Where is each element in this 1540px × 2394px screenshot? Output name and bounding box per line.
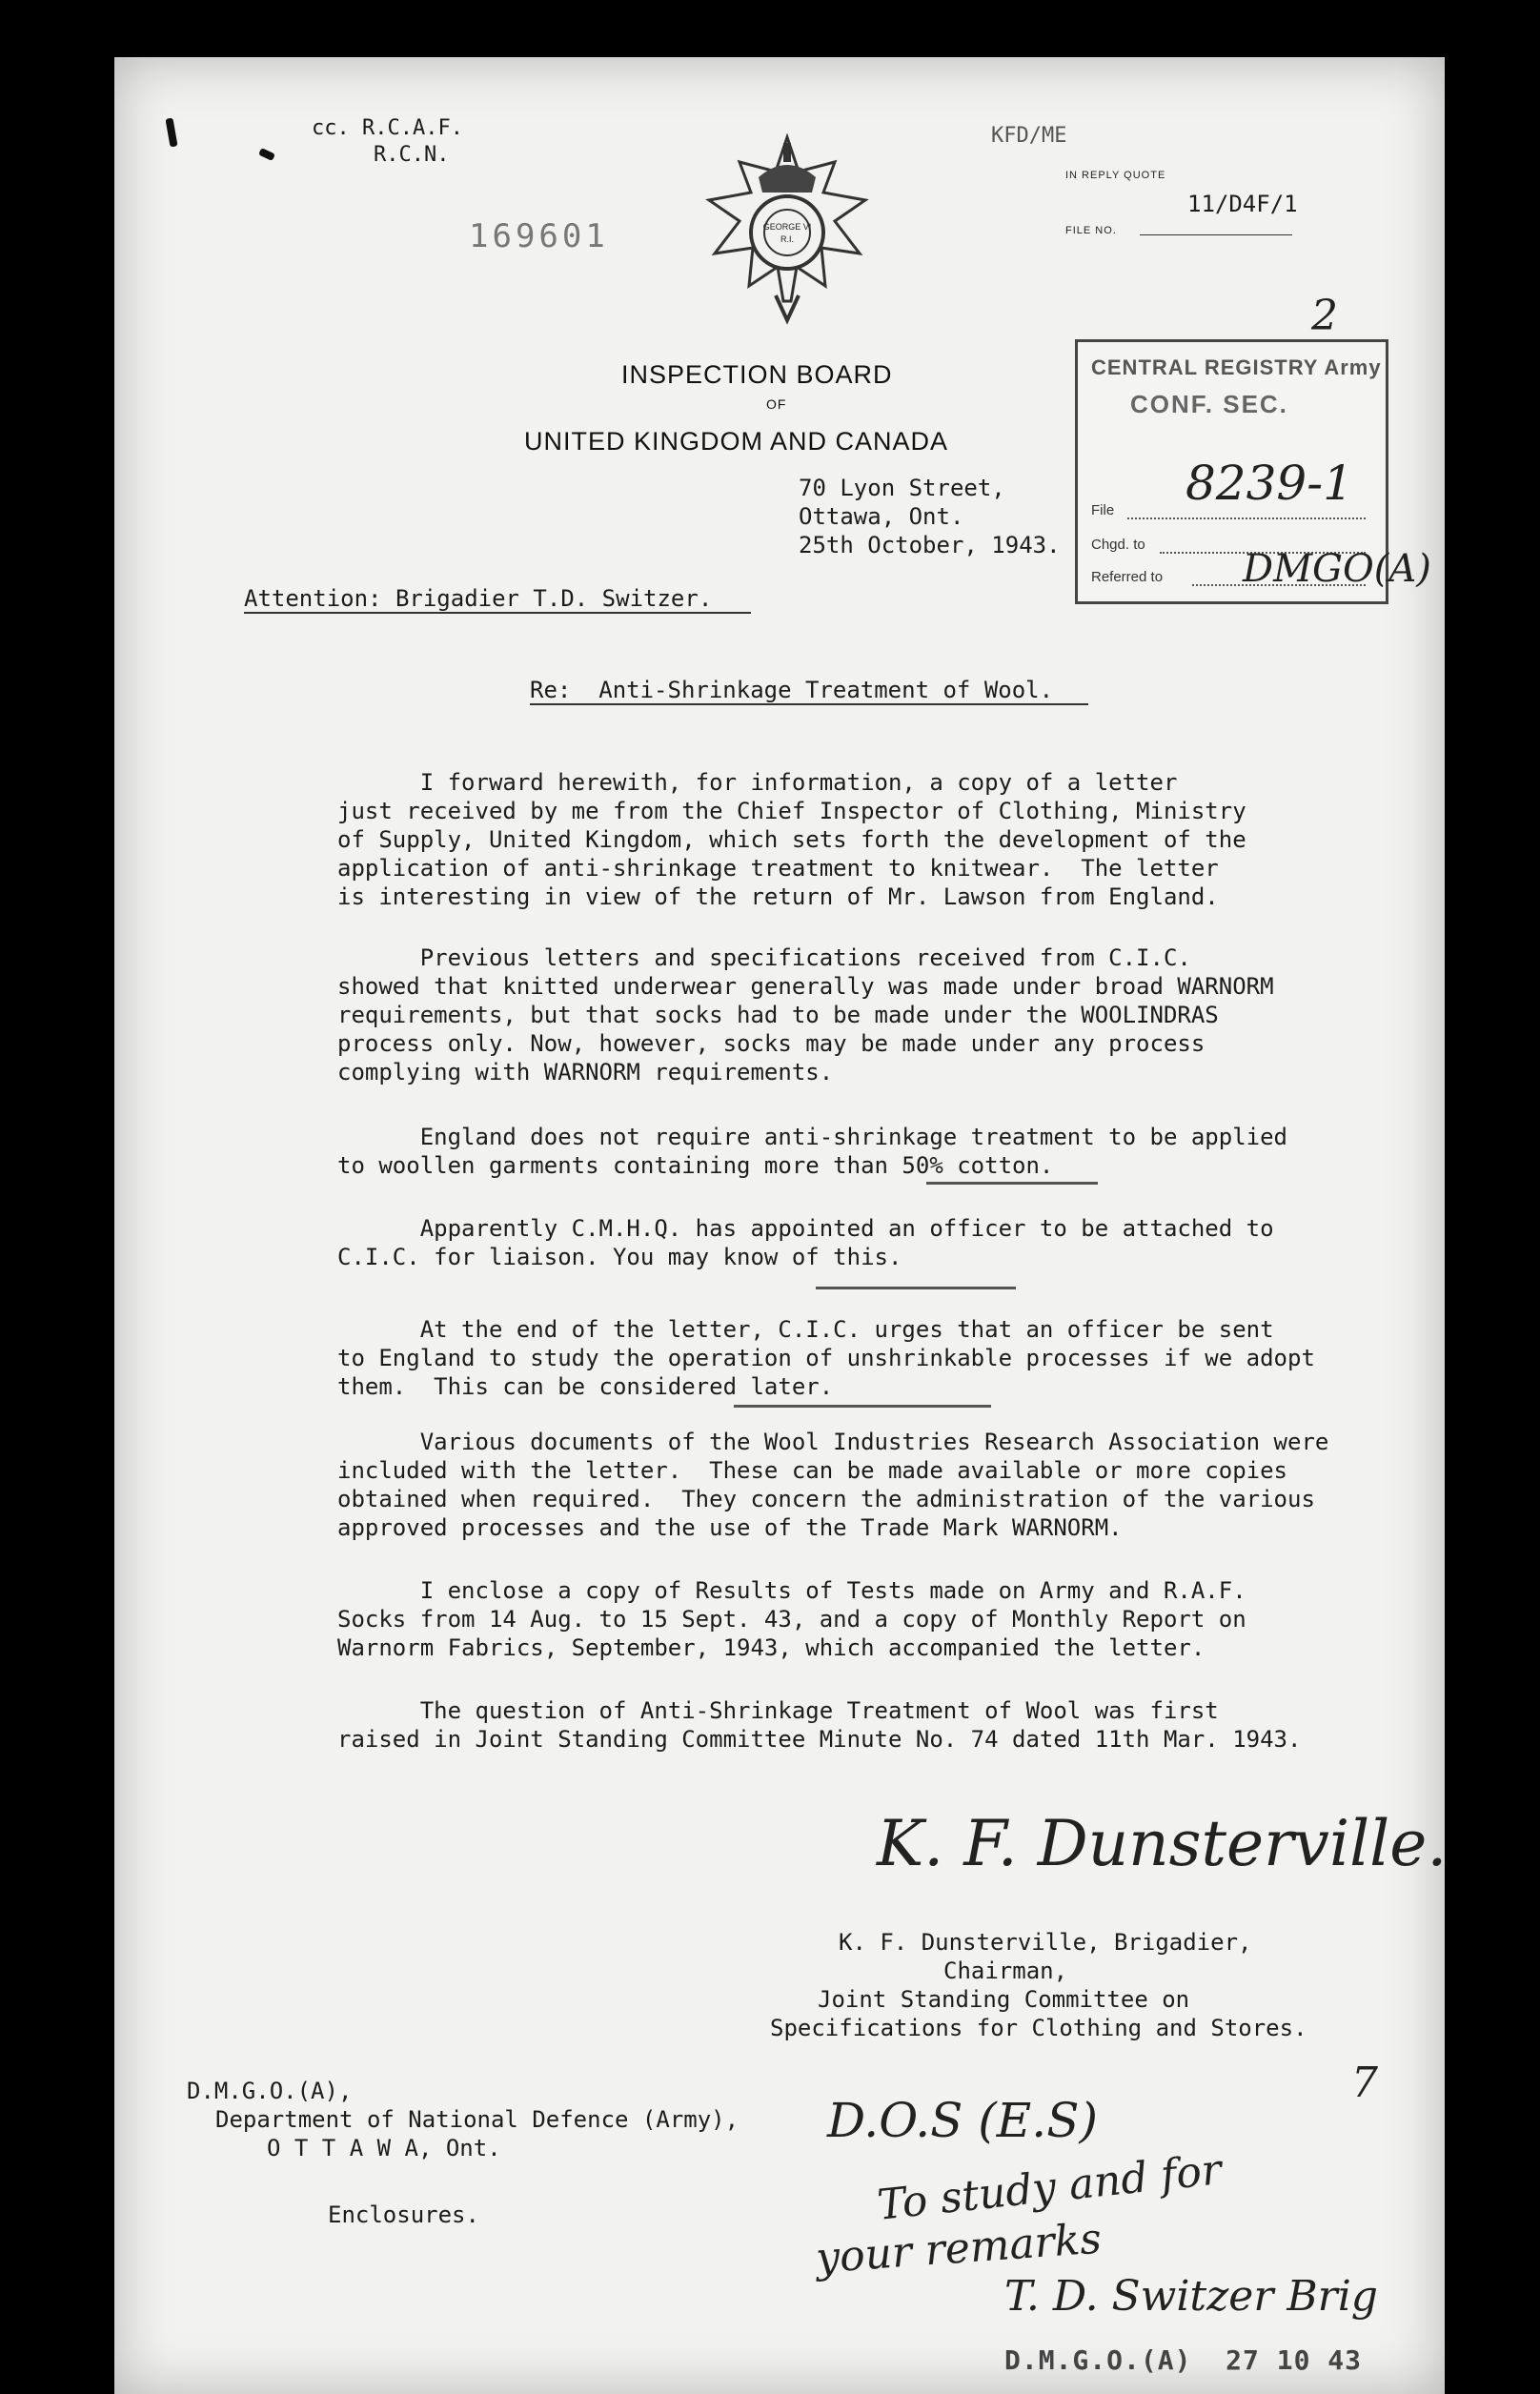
- organization-name-line-2: OF: [766, 396, 787, 412]
- body-paragraph-6: Various documents of the Wool Industries Research Association were included with the letter. These can be made available or more copies obtained when required. They concern the administration of the various approved processes and the use of the Trade Mark WARNORM.: [337, 1429, 1329, 1541]
- signatory-title-3: Specifications for Clothing and Stores.: [770, 2015, 1307, 2041]
- in-reply-quote-label: IN REPLY QUOTE: [1065, 170, 1166, 181]
- svg-text:GEORGE VI: GEORGE VI: [762, 222, 812, 232]
- receipt-date-stamp: D.M.G.O.(A) 27 10 43: [1004, 2344, 1363, 2376]
- handwritten-signature: K. F. Dunsterville.: [877, 1807, 1448, 1880]
- addressee-line-1: D.M.G.O.(A),: [187, 2078, 353, 2104]
- handwritten-note-line-4: T. D. Switzer Brig: [1004, 2272, 1378, 2321]
- document-number: 169601: [469, 217, 609, 255]
- body-paragraph-2: Previous letters and specifications received from C.I.C. showed that knitted underwear generally was made under broad WARNORM requirements, but that socks had to be made under the WOOLINDRAS process only. Now, however, socks may be made under any process complying with WARNORM requirements.: [337, 944, 1274, 1085]
- address-line-2: Ottawa, Ont.: [799, 503, 964, 530]
- pencil-underline: [926, 1182, 1098, 1185]
- svg-text:R.I.: R.I.: [780, 234, 795, 244]
- body-paragraph-4: Apparently C.M.H.Q. has appointed an officer to be attached to C.I.C. for liaison. You may know of this.: [337, 1215, 1274, 1270]
- signatory-title-1: Chairman,: [943, 1958, 1068, 1984]
- body-paragraph-3: England does not require anti-shrinkage treatment to be applied to woollen garments containing more than 50% cotton.: [337, 1124, 1287, 1179]
- stamp-corner-mark: 2: [1311, 292, 1338, 340]
- signatory-name: K. F. Dunsterville, Brigadier,: [839, 1929, 1252, 1956]
- handwritten-note-line-2: To study and for: [875, 2145, 1225, 2230]
- file-number-label: FILE NO.: [1065, 225, 1117, 236]
- stamp-chgd-label: Chgd. to: [1091, 537, 1145, 553]
- stamp-file-handwritten: 8239-1: [1185, 456, 1353, 511]
- subject-line: Re: Anti-Shrinkage Treatment of Wool.: [530, 677, 1054, 703]
- reference-initials: KFD/ME: [991, 124, 1067, 148]
- attention-line: Attention: Brigadier T.D. Switzer.: [244, 585, 713, 612]
- stamp-referred-handwritten: DMGO(A): [1243, 547, 1431, 591]
- signatory-title-2: Joint Standing Committee on: [818, 1986, 1190, 2013]
- stamp-line-1: CENTRAL REGISTRY Army: [1091, 355, 1382, 379]
- stamp-file-line: [1127, 517, 1366, 519]
- file-number-value: 11/D4F/1: [1187, 191, 1298, 217]
- addressee-line-3: O T T A W A, Ont.: [267, 2135, 501, 2161]
- organization-name-line-3: UNITED KINGDOM AND CANADA: [524, 427, 949, 456]
- body-paragraph-1: I forward herewith, for information, a copy of a letter just received by me from the Chief Inspector of Clothing, Ministry of Supply, United Kingdom, which sets forth the development of the application of anti-shrinkage treatment to knitwear. The letter is interesting in view of the return of Mr. Lawson from England.: [337, 769, 1246, 910]
- enclosures-note: Enclosures.: [328, 2201, 479, 2228]
- addressee-line-2: Department of National Defence (Army),: [215, 2106, 740, 2133]
- handwritten-note-line-3: your remarks: [814, 2214, 1104, 2283]
- address-line-1: 70 Lyon Street,: [799, 475, 1005, 501]
- stamp-referred-label: Referred to: [1091, 569, 1164, 585]
- letter-date: 25th October, 1943.: [799, 532, 1061, 558]
- body-paragraph-7: I enclose a copy of Results of Tests made on Army and R.A.F. Socks from 14 Aug. to 15 Sept. 43, and a copy of Monthly Report on Warnorm Fabrics, September, 1943, which accompanied the letter.: [337, 1577, 1246, 1661]
- stamp-file-label: File: [1091, 502, 1115, 518]
- royal-crest-logo: [692, 133, 882, 334]
- organization-name-line-1: INSPECTION BOARD: [621, 360, 893, 389]
- handwritten-margin-mark: 7: [1351, 2059, 1378, 2107]
- pencil-underline: [734, 1405, 991, 1408]
- body-paragraph-5: At the end of the letter, C.I.C. urges that an officer be sent to England to study the operation of unshrinkable processes if we adopt them. This can be considered later.: [337, 1316, 1315, 1400]
- stamp-line-2: CONF. SEC.: [1130, 390, 1288, 418]
- cc-line-2: R.C.N.: [374, 143, 450, 167]
- subject-underline: [530, 703, 1088, 705]
- pencil-underline: [816, 1287, 1016, 1289]
- body-paragraph-8: The question of Anti-Shrinkage Treatment of Wool was first raised in Joint Standing Committee Minute No. 74 dated 11th Mar. 1943.: [337, 1697, 1302, 1753]
- file-number-line: [1140, 234, 1292, 235]
- attention-underline: [244, 612, 751, 614]
- cc-line-1: cc. R.C.A.F.: [312, 116, 463, 140]
- handwritten-note-line-1: D.O.S (E.S): [827, 2093, 1098, 2148]
